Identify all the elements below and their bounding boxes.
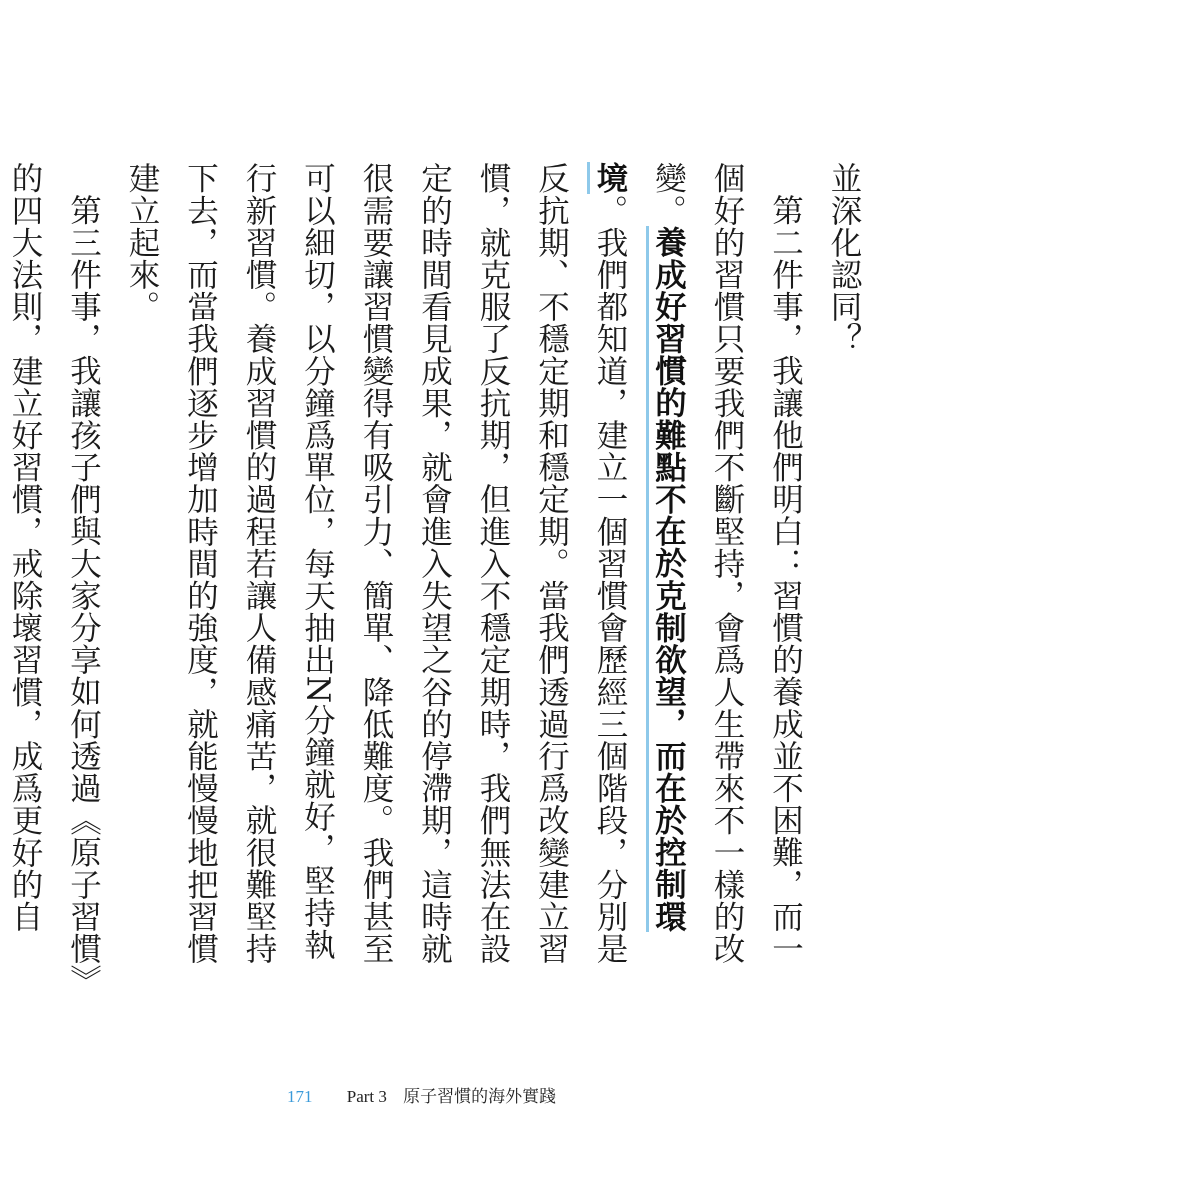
paragraph-text: 。我們都知道，建立一個習慣會歷經三個階段，分別是反抗期、不穩定期和穩定期。當我們透過行爲改變建立習慣，就克服了反抗期，但進入不穩定期時，我們無法在設定的時間看見成果，就會進入失望之谷的停滯期，這時就很需要讓習慣變得有吸引力、簡單、降低難度。我們甚至可以細切，以分鐘爲單位，每天抽出N分鐘就好，堅持執行新習慣。養成習慣的過程若讓人備感痛苦，就很難堅持下去，而當我們逐步增加時間的強度，就能慢慢地把習慣建立起來。 [124, 162, 628, 965]
body-text [0, 162, 873, 990]
paragraph-text: 第二件事，我讓他們明白：習慣的養成並不困難，而一個好的習慣只要我們不斷堅持，會爲人生帶來不一樣的改變。 [650, 162, 804, 965]
paragraph-text: 第三件事，我讓孩子們與大家分享如何透過《原子習慣》的四大法則，建立好習慣，戒除壞習慣，成爲更好的自 [7, 162, 102, 981]
part-label: Part 3 [346, 1087, 387, 1106]
paragraph-1 [815, 162, 874, 990]
page-footer [287, 1082, 556, 1107]
paragraph-text: 並深化認同？ [826, 162, 862, 355]
section-title: 原子習慣的海外實踐 [403, 1087, 557, 1106]
paragraph-2 [113, 162, 815, 990]
emphasis-text: 養成好習慣的難點不在於克制欲望，而在於控制環境 [587, 162, 688, 932]
paragraph-3 [0, 162, 113, 990]
page-number: 171 [287, 1087, 313, 1106]
